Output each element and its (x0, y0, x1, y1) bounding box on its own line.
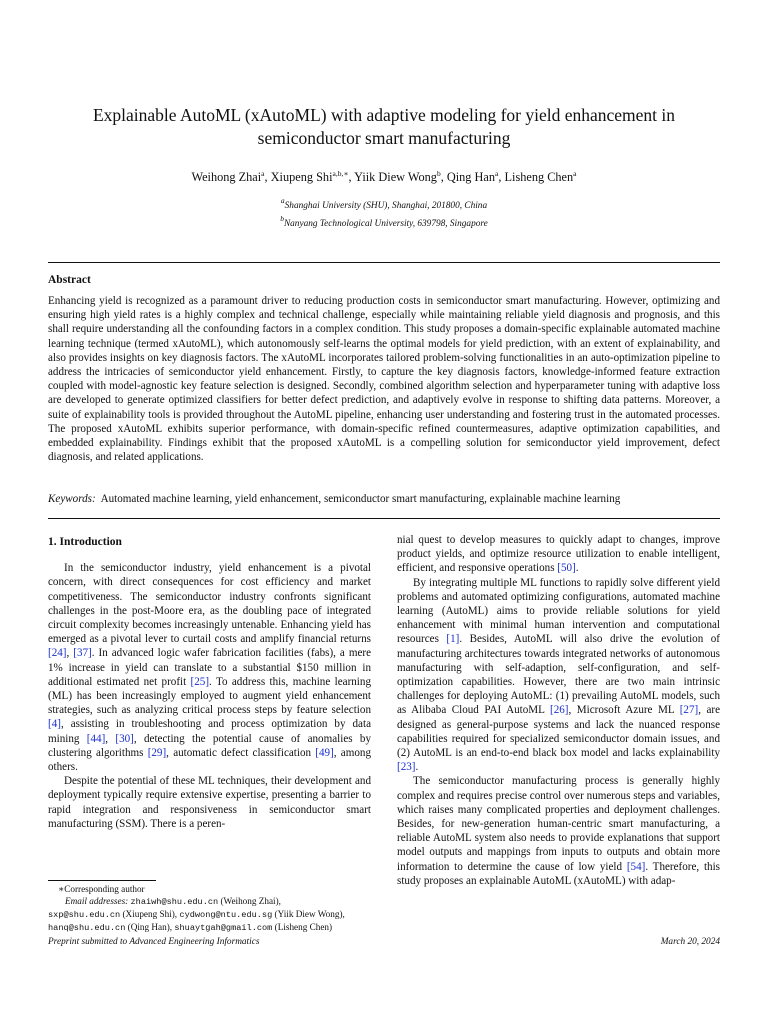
email-owner: (Xiupeng Shi), (122, 909, 178, 919)
citation-link[interactable]: [1] (446, 633, 460, 646)
text-run: . In advanced logic wafer fabrication facilities (fabs), a mere 1% increase in yield can translate to a substantial $150 million in additional estimated net profit (48, 647, 372, 688)
title-line-1: Explainable AutoML (xAutoML) with adaptive modeling for yield enhancement in (92, 105, 676, 125)
text-run: In the semiconductor industry, yield enhancement is a pivotal concern, with direct consequences for cost efficiency and market competitiveness. The semiconductor industry confronts significant challenges in the post-Moore era, as the doubling pace of integrated circuit complexity becomes increasingly untenable. Enhancing yield has emerged as a pivotal lever to curtail costs and amplify financial returns (48, 562, 371, 646)
citation-link[interactable]: [37] (73, 647, 92, 660)
text-run: , automatic defect classification (166, 746, 316, 759)
corresponding-author-note: ∗Corresponding author (58, 884, 145, 894)
text-run: nial quest to develop measures to quickly adapt to changes, improve product yields, and optimize resource utilization to enable intelligent, efficient, and responsive operations (397, 534, 720, 575)
text-run: , among others. (48, 746, 371, 774)
text-run: . (415, 761, 419, 774)
citation-link[interactable]: [44] (86, 732, 106, 745)
author: Lisheng Chen$^a$ (504, 169, 577, 184)
email-address[interactable]: cydwong@ntu.edu.sg (179, 910, 273, 920)
email-address[interactable]: hanq@shu.edu.cn (48, 923, 126, 933)
keywords (48, 492, 720, 506)
author: Weihong Zhai$^a$ (191, 169, 265, 184)
right-column (397, 533, 720, 888)
citation-link[interactable]: [54] (626, 860, 646, 873)
paragraph (48, 561, 371, 774)
email-owner: (Yiik Diew Wong), (274, 909, 345, 919)
citation-link[interactable]: [29] (147, 746, 167, 759)
paragraph-continuation (397, 533, 720, 576)
preprint-note: Preprint submitted to Advanced Engineering Informatics (48, 937, 260, 947)
citation-link[interactable]: [26] (550, 704, 569, 717)
affiliation: $^a$Shanghai University (SHU), Shanghai, 201800, China (280, 196, 488, 211)
footnote (48, 883, 378, 934)
text-run: . To address this, machine learning (ML) has been increasingly employed to augment yield enhancement strategies, such as analyzing critical process steps by feature selection (48, 675, 371, 717)
author: Yiik Diew Wong$^b$ (354, 169, 441, 184)
abstract-text: Enhancing yield is recognized as a paramount driver to reducing production costs in semiconductor smart manufacturing. However, optimizing and ensuring high yield rates is a highly complex and technical challenge, especially while maintaining reliable yield diagnosis and prognosis, and this shall require understanding all the confounding factors in a complex condition. This study proposes a domain-specific explainable automated machine learning technique (termed xAutoML), which autonomously self-learns the optimal models for yield prediction, with an extent of explainability, and also provides insights on key diagnosis factors. The xAutoML incorporates tailored problem-solving functionalities in an auto-optimization pipeline to address the intricacies of semiconductor yield enhancement. Firstly, to capture the key diagnosis factors, knowledge-informed feature extraction coupled with model-agnostic key feature selection is designed. Secondly, combined algorithm selection and hyperparameter tuning with adaptive loss are developed to generate optimized classifiers for better defect prediction, and adaptively evolve in response to shifting data patterns. Moreover, a suite of explainability tools is provided throughout the AutoML pipeline, enhancing user understanding and fostering trust in the automated processes. The proposed xAutoML exhibits superior performance, with domain-specific refined countermeasures, adaptive optimization capabilities, and embedded explainability. Findings exhibit that the proposed xAutoML is a compelling solution for semiconductor yield improvement, defect diagnosis, and related applications. (48, 295, 720, 464)
paragraph (48, 774, 371, 831)
email-owner: (Lisheng Chen) (274, 922, 333, 932)
text-run: . (575, 562, 579, 575)
abstract-top-rule (48, 262, 720, 263)
keywords-label: Keywords: (48, 493, 96, 505)
text-run: The semiconductor manufacturing process is generally highly complex and requires precise control over numerous steps and variables, which raises many complicated properties and deployment challenges. Besides, for new-generation human-centric smart manufacturing, a reliable AutoML system also needs to provide explanations that support model outputs and mappings from inputs to outputs and obtain more information to determine the cause of low yield (397, 775, 720, 873)
text-run: , are designed as general-purpose systems and lack the nuanced response capabilities required for specialized semiconductor domain issues, and (2) AutoML is an end-to-end black box model and lacks explainability (397, 704, 720, 760)
text-run: By integrating multiple ML functions to rapidly solve different yield problems and automated optimizing configurations, automated machine learning (AutoML) aims to provide reliable solutions for yield enhancement with minimal human intervention and computational resources (397, 576, 720, 646)
left-column (48, 535, 371, 831)
section-heading: 1. Introduction (48, 536, 122, 548)
text-run: . Therefore, this study proposes an explainable AutoML (xAutoML) with adap- (397, 860, 720, 887)
email-address[interactable]: zhaiwh@shu.edu.cn (130, 897, 219, 907)
text-run: , Microsoft Azure ML (568, 704, 680, 717)
affiliations (48, 195, 720, 230)
paper-title (48, 104, 720, 150)
email-owner: (Qing Han), (127, 922, 173, 932)
citation-link[interactable]: [50] (557, 562, 576, 575)
text-run: , assisting in troubleshooting and process optimization by data mining (48, 718, 371, 745)
author: Xiupeng Shi$^{a,b,∗}$ (270, 169, 349, 184)
email-address[interactable]: sxp@shu.edu.cn (48, 910, 121, 920)
abstract-heading: Abstract (48, 274, 91, 286)
text-run: Despite the potential of these ML techniques, their development and deployment typically require extensive expertise, presenting a barrier to rapid integration and responsiveness in semiconductor smart manufacturing (SSM). There is a peren- (48, 775, 371, 830)
email-address[interactable]: shuaytgah@gmail.com (174, 923, 273, 933)
paragraph (397, 774, 720, 888)
text-run: , (105, 732, 116, 745)
date: March 20, 2024 (660, 937, 720, 947)
footnote-rule (48, 880, 156, 881)
paragraph (397, 576, 720, 775)
text-run: , detecting the potential cause of anomalies by clustering algorithms (48, 732, 372, 759)
citation-link[interactable]: [49] (315, 746, 334, 759)
title-line-2: semiconductor smart manufacturing (257, 128, 511, 148)
author: Qing Han$^a$ (446, 169, 499, 184)
citation-link[interactable]: [25] (190, 675, 210, 688)
abstract-bottom-rule (48, 518, 720, 519)
text-run: . Besides, AutoML will also drive the evolution of manufacturing architectures towards integrated networks of autonomous manufacturing with self-adaption, self-configuration, and self-optimization capabilities. However, there are two main intrinsic challenges for deploying AutoML: (1) prevailing AutoML models, such as Alibaba Cloud PAI AutoML (397, 633, 721, 717)
author-list: Weihong Zhai$^a$, Xiupeng Shi$^{a,b,∗}$, Yiik Diew Wong$^b$, Qing Han$^a$, Lisheng Chen$^a$ (191, 169, 577, 184)
citation-link[interactable]: [23] (397, 761, 416, 774)
text-run: , (66, 647, 74, 660)
citation-link[interactable]: [30] (115, 732, 134, 745)
citation-link[interactable]: [4] (48, 718, 61, 731)
keywords-text: Automated machine learning, yield enhancement, semiconductor smart manufacturing, explainable machine learning (100, 493, 621, 505)
citation-link[interactable]: [24] (48, 647, 67, 660)
email-owner: (Weihong Zhai), (220, 896, 281, 906)
affiliation: $^b$Nanyang Technological University, 639798, Singapore (280, 213, 488, 229)
email-label: Email addresses: (65, 896, 129, 906)
citation-link[interactable]: [27] (679, 704, 699, 717)
